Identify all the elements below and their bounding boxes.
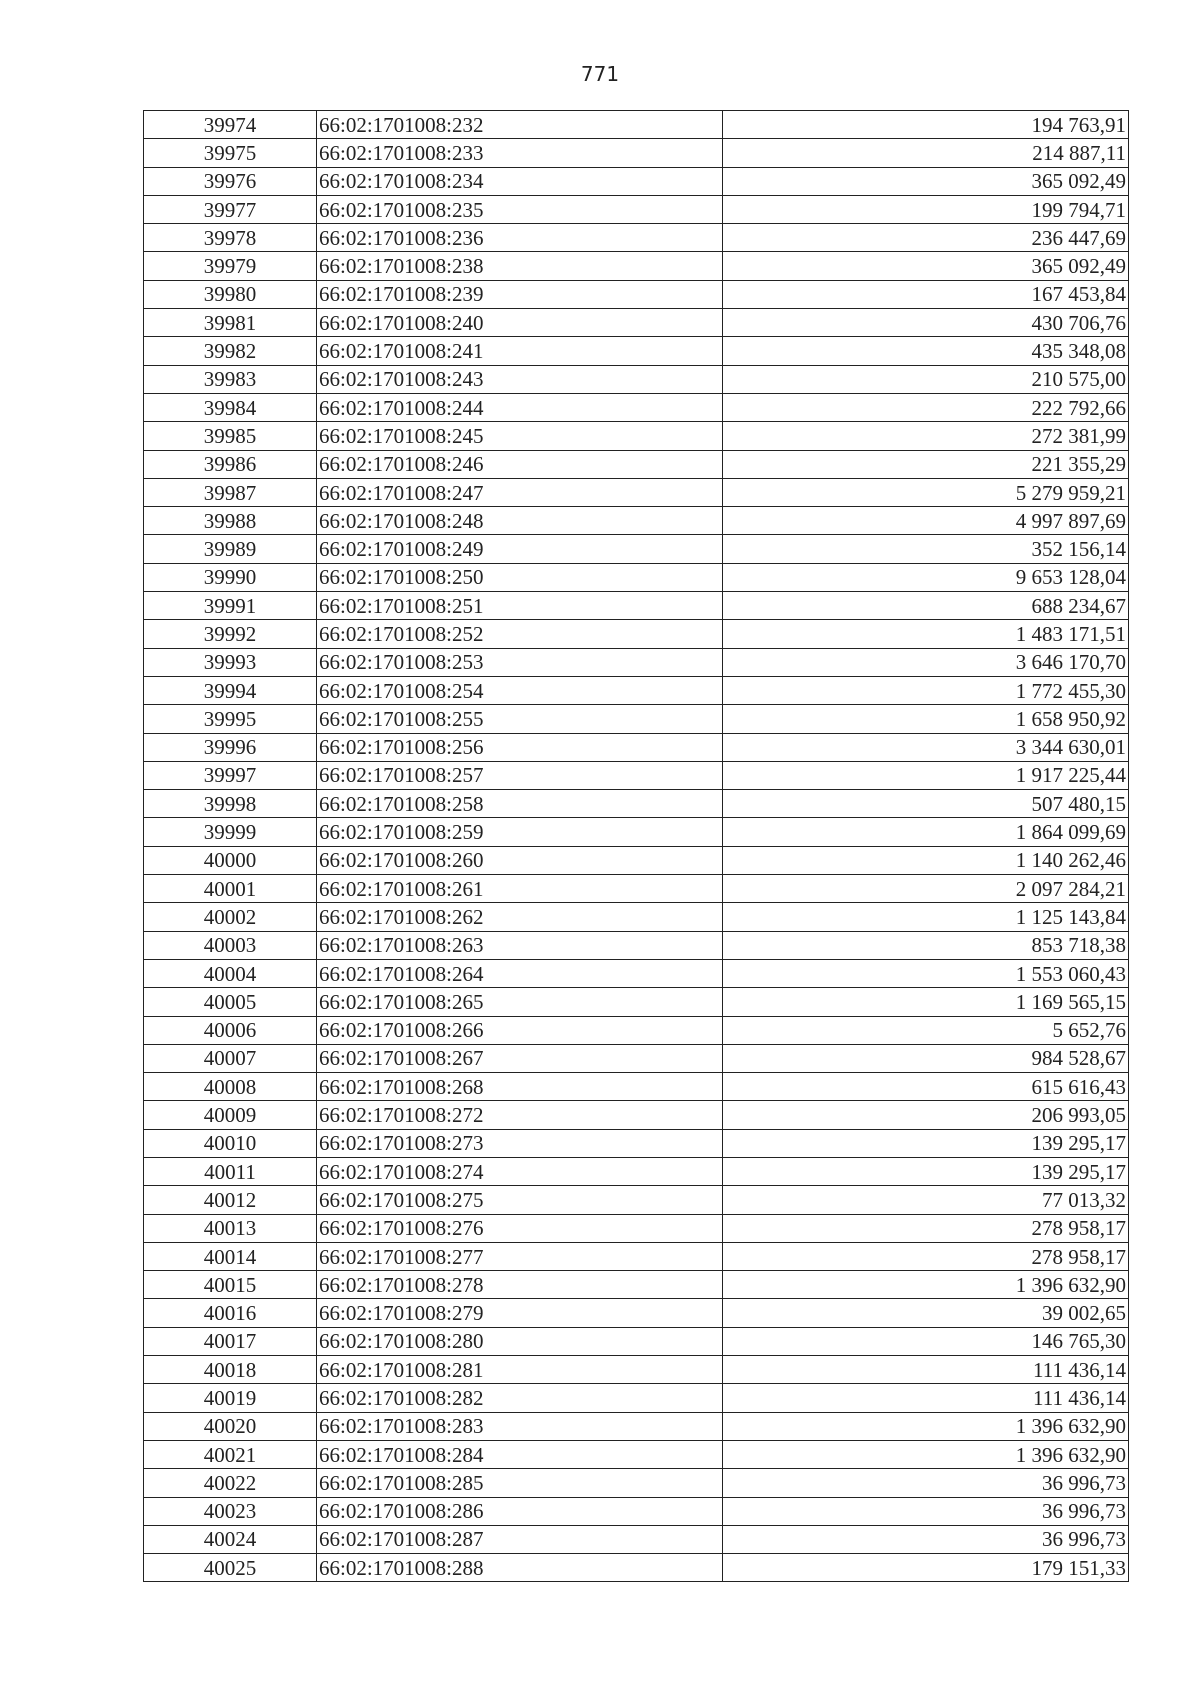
row-number-cell: 40000 — [144, 846, 317, 874]
cadastral-number-cell: 66:02:1701008:281 — [317, 1356, 723, 1384]
cadastral-number-cell: 66:02:1701008:244 — [317, 393, 723, 421]
table-row — [144, 1157, 1129, 1185]
row-number-cell: 39977 — [144, 195, 317, 223]
cadastral-number-cell: 66:02:1701008:275 — [317, 1186, 723, 1214]
value-cell: 853 718,38 — [723, 931, 1129, 959]
table-row — [144, 563, 1129, 591]
value-cell: 194 763,91 — [723, 111, 1129, 139]
row-number-cell: 39981 — [144, 309, 317, 337]
row-number-cell: 39992 — [144, 620, 317, 648]
value-cell: 2 097 284,21 — [723, 875, 1129, 903]
row-number-cell: 40018 — [144, 1356, 317, 1384]
value-cell: 278 958,17 — [723, 1214, 1129, 1242]
cadastral-number-cell: 66:02:1701008:263 — [317, 931, 723, 959]
row-number-cell: 39974 — [144, 111, 317, 139]
value-cell: 352 156,14 — [723, 535, 1129, 563]
table-row — [144, 422, 1129, 450]
value-cell: 3 646 170,70 — [723, 648, 1129, 676]
table-row — [144, 620, 1129, 648]
row-number-cell: 39978 — [144, 224, 317, 252]
cadastral-number-cell: 66:02:1701008:261 — [317, 875, 723, 903]
cadastral-number-cell: 66:02:1701008:247 — [317, 478, 723, 506]
value-cell: 1 125 143,84 — [723, 903, 1129, 931]
cadastral-number-cell: 66:02:1701008:239 — [317, 280, 723, 308]
cadastral-number-cell: 66:02:1701008:278 — [317, 1271, 723, 1299]
row-number-cell: 39975 — [144, 139, 317, 167]
cadastral-number-cell: 66:02:1701008:234 — [317, 167, 723, 195]
row-number-cell: 40004 — [144, 959, 317, 987]
value-cell: 236 447,69 — [723, 224, 1129, 252]
cadastral-number-cell: 66:02:1701008:248 — [317, 507, 723, 535]
cadastral-number-cell: 66:02:1701008:256 — [317, 733, 723, 761]
cadastral-number-cell: 66:02:1701008:252 — [317, 620, 723, 648]
row-number-cell: 39985 — [144, 422, 317, 450]
value-cell: 5 279 959,21 — [723, 478, 1129, 506]
row-number-cell: 40006 — [144, 1016, 317, 1044]
row-number-cell: 39998 — [144, 790, 317, 818]
value-cell: 435 348,08 — [723, 337, 1129, 365]
value-cell: 139 295,17 — [723, 1129, 1129, 1157]
value-cell: 3 344 630,01 — [723, 733, 1129, 761]
row-number-cell: 39982 — [144, 337, 317, 365]
table-row — [144, 1356, 1129, 1384]
table-row — [144, 648, 1129, 676]
row-number-cell: 39994 — [144, 676, 317, 704]
cadastral-number-cell: 66:02:1701008:249 — [317, 535, 723, 563]
table-row — [144, 761, 1129, 789]
cadastral-number-cell: 66:02:1701008:253 — [317, 648, 723, 676]
row-number-cell: 40022 — [144, 1469, 317, 1497]
table-row — [144, 365, 1129, 393]
value-cell: 1 772 455,30 — [723, 676, 1129, 704]
row-number-cell: 40008 — [144, 1073, 317, 1101]
value-cell: 507 480,15 — [723, 790, 1129, 818]
cadastral-number-cell: 66:02:1701008:283 — [317, 1412, 723, 1440]
table-row — [144, 959, 1129, 987]
row-number-cell: 40011 — [144, 1157, 317, 1185]
table-row — [144, 592, 1129, 620]
row-number-cell: 40009 — [144, 1101, 317, 1129]
value-cell: 984 528,67 — [723, 1044, 1129, 1072]
row-number-cell: 39996 — [144, 733, 317, 761]
table-row — [144, 1497, 1129, 1525]
table-row — [144, 195, 1129, 223]
row-number-cell: 39983 — [144, 365, 317, 393]
table-row — [144, 705, 1129, 733]
cadastral-number-cell: 66:02:1701008:250 — [317, 563, 723, 591]
row-number-cell: 40001 — [144, 875, 317, 903]
table-row — [144, 309, 1129, 337]
table-row — [144, 931, 1129, 959]
value-cell: 36 996,73 — [723, 1525, 1129, 1553]
value-cell: 210 575,00 — [723, 365, 1129, 393]
cadastral-number-cell: 66:02:1701008:257 — [317, 761, 723, 789]
row-number-cell: 40020 — [144, 1412, 317, 1440]
table-row — [144, 676, 1129, 704]
row-number-cell: 39984 — [144, 393, 317, 421]
table-row — [144, 1271, 1129, 1299]
value-cell: 1 917 225,44 — [723, 761, 1129, 789]
cadastral-number-cell: 66:02:1701008:235 — [317, 195, 723, 223]
table-row — [144, 1016, 1129, 1044]
row-number-cell: 40021 — [144, 1440, 317, 1468]
value-cell: 1 396 632,90 — [723, 1440, 1129, 1468]
table-row — [144, 535, 1129, 563]
cadastral-number-cell: 66:02:1701008:233 — [317, 139, 723, 167]
cadastral-number-cell: 66:02:1701008:238 — [317, 252, 723, 280]
cadastral-number-cell: 66:02:1701008:259 — [317, 818, 723, 846]
table-row — [144, 1384, 1129, 1412]
table-row — [144, 1101, 1129, 1129]
row-number-cell: 40003 — [144, 931, 317, 959]
value-cell: 272 381,99 — [723, 422, 1129, 450]
value-cell: 278 958,17 — [723, 1242, 1129, 1270]
row-number-cell: 39991 — [144, 592, 317, 620]
table-row — [144, 478, 1129, 506]
cadastral-number-cell: 66:02:1701008:266 — [317, 1016, 723, 1044]
cadastral-number-cell: 66:02:1701008:258 — [317, 790, 723, 818]
table-row — [144, 818, 1129, 846]
value-cell: 36 996,73 — [723, 1469, 1129, 1497]
row-number-cell: 40025 — [144, 1554, 317, 1582]
registry-table — [143, 110, 1129, 1582]
value-cell: 430 706,76 — [723, 309, 1129, 337]
table-row — [144, 167, 1129, 195]
cadastral-number-cell: 66:02:1701008:267 — [317, 1044, 723, 1072]
table-row — [144, 875, 1129, 903]
row-number-cell: 39979 — [144, 252, 317, 280]
cadastral-number-cell: 66:02:1701008:246 — [317, 450, 723, 478]
cadastral-number-cell: 66:02:1701008:264 — [317, 959, 723, 987]
table-row — [144, 1440, 1129, 1468]
row-number-cell: 39993 — [144, 648, 317, 676]
cadastral-number-cell: 66:02:1701008:254 — [317, 676, 723, 704]
row-number-cell: 40019 — [144, 1384, 317, 1412]
value-cell: 5 652,76 — [723, 1016, 1129, 1044]
table-row — [144, 1129, 1129, 1157]
table-row — [144, 252, 1129, 280]
cadastral-number-cell: 66:02:1701008:288 — [317, 1554, 723, 1582]
cadastral-number-cell: 66:02:1701008:286 — [317, 1497, 723, 1525]
row-number-cell: 39989 — [144, 535, 317, 563]
cadastral-number-cell: 66:02:1701008:262 — [317, 903, 723, 931]
value-cell: 1 553 060,43 — [723, 959, 1129, 987]
cadastral-number-cell: 66:02:1701008:268 — [317, 1073, 723, 1101]
value-cell: 222 792,66 — [723, 393, 1129, 421]
value-cell: 365 092,49 — [723, 167, 1129, 195]
value-cell: 77 013,32 — [723, 1186, 1129, 1214]
row-number-cell: 39986 — [144, 450, 317, 478]
row-number-cell: 39987 — [144, 478, 317, 506]
cadastral-number-cell: 66:02:1701008:284 — [317, 1440, 723, 1468]
table-row — [144, 111, 1129, 139]
cadastral-number-cell: 66:02:1701008:240 — [317, 309, 723, 337]
table-row — [144, 1525, 1129, 1553]
page-number: 771 — [580, 62, 620, 86]
cadastral-number-cell: 66:02:1701008:274 — [317, 1157, 723, 1185]
row-number-cell: 40023 — [144, 1497, 317, 1525]
cadastral-number-cell: 66:02:1701008:265 — [317, 988, 723, 1016]
cadastral-number-cell: 66:02:1701008:255 — [317, 705, 723, 733]
table-row — [144, 337, 1129, 365]
table-row — [144, 988, 1129, 1016]
registry-table-body — [144, 111, 1129, 1582]
table-row — [144, 224, 1129, 252]
value-cell: 214 887,11 — [723, 139, 1129, 167]
table-row — [144, 1327, 1129, 1355]
value-cell: 199 794,71 — [723, 195, 1129, 223]
value-cell: 615 616,43 — [723, 1073, 1129, 1101]
table-row — [144, 1299, 1129, 1327]
cadastral-number-cell: 66:02:1701008:277 — [317, 1242, 723, 1270]
value-cell: 9 653 128,04 — [723, 563, 1129, 591]
value-cell: 39 002,65 — [723, 1299, 1129, 1327]
cadastral-number-cell: 66:02:1701008:279 — [317, 1299, 723, 1327]
table-row — [144, 1554, 1129, 1582]
row-number-cell: 40024 — [144, 1525, 317, 1553]
value-cell: 1 169 565,15 — [723, 988, 1129, 1016]
row-number-cell: 40016 — [144, 1299, 317, 1327]
value-cell: 146 765,30 — [723, 1327, 1129, 1355]
table-row — [144, 1186, 1129, 1214]
cadastral-number-cell: 66:02:1701008:260 — [317, 846, 723, 874]
cadastral-number-cell: 66:02:1701008:241 — [317, 337, 723, 365]
value-cell: 1 140 262,46 — [723, 846, 1129, 874]
cadastral-number-cell: 66:02:1701008:232 — [317, 111, 723, 139]
cadastral-number-cell: 66:02:1701008:243 — [317, 365, 723, 393]
table-row — [144, 393, 1129, 421]
table-row — [144, 846, 1129, 874]
row-number-cell: 39995 — [144, 705, 317, 733]
table-row — [144, 280, 1129, 308]
row-number-cell: 39980 — [144, 280, 317, 308]
value-cell: 167 453,84 — [723, 280, 1129, 308]
value-cell: 365 092,49 — [723, 252, 1129, 280]
row-number-cell: 40014 — [144, 1242, 317, 1270]
value-cell: 1 396 632,90 — [723, 1412, 1129, 1440]
cadastral-number-cell: 66:02:1701008:285 — [317, 1469, 723, 1497]
row-number-cell: 40007 — [144, 1044, 317, 1072]
cadastral-number-cell: 66:02:1701008:236 — [317, 224, 723, 252]
cadastral-number-cell: 66:02:1701008:272 — [317, 1101, 723, 1129]
table-row — [144, 139, 1129, 167]
row-number-cell: 39997 — [144, 761, 317, 789]
table-row — [144, 1412, 1129, 1440]
table-row — [144, 450, 1129, 478]
value-cell: 139 295,17 — [723, 1157, 1129, 1185]
value-cell: 4 997 897,69 — [723, 507, 1129, 535]
cadastral-number-cell: 66:02:1701008:245 — [317, 422, 723, 450]
row-number-cell: 40013 — [144, 1214, 317, 1242]
cadastral-number-cell: 66:02:1701008:282 — [317, 1384, 723, 1412]
cadastral-number-cell: 66:02:1701008:273 — [317, 1129, 723, 1157]
row-number-cell: 39990 — [144, 563, 317, 591]
table-row — [144, 733, 1129, 761]
value-cell: 36 996,73 — [723, 1497, 1129, 1525]
row-number-cell: 40010 — [144, 1129, 317, 1157]
table-row — [144, 1073, 1129, 1101]
cadastral-number-cell: 66:02:1701008:280 — [317, 1327, 723, 1355]
row-number-cell: 39999 — [144, 818, 317, 846]
value-cell: 1 864 099,69 — [723, 818, 1129, 846]
table-row — [144, 903, 1129, 931]
table-row — [144, 790, 1129, 818]
table-row — [144, 1044, 1129, 1072]
table-row — [144, 1242, 1129, 1270]
table-row — [144, 507, 1129, 535]
table-row — [144, 1469, 1129, 1497]
value-cell: 221 355,29 — [723, 450, 1129, 478]
value-cell: 1 658 950,92 — [723, 705, 1129, 733]
value-cell: 1 396 632,90 — [723, 1271, 1129, 1299]
row-number-cell: 39976 — [144, 167, 317, 195]
value-cell: 688 234,67 — [723, 592, 1129, 620]
row-number-cell: 40005 — [144, 988, 317, 1016]
value-cell: 111 436,14 — [723, 1356, 1129, 1384]
row-number-cell: 40015 — [144, 1271, 317, 1299]
value-cell: 206 993,05 — [723, 1101, 1129, 1129]
value-cell: 111 436,14 — [723, 1384, 1129, 1412]
cadastral-number-cell: 66:02:1701008:287 — [317, 1525, 723, 1553]
row-number-cell: 39988 — [144, 507, 317, 535]
cadastral-number-cell: 66:02:1701008:276 — [317, 1214, 723, 1242]
row-number-cell: 40017 — [144, 1327, 317, 1355]
cadastral-number-cell: 66:02:1701008:251 — [317, 592, 723, 620]
table-row — [144, 1214, 1129, 1242]
row-number-cell: 40002 — [144, 903, 317, 931]
value-cell: 179 151,33 — [723, 1554, 1129, 1582]
row-number-cell: 40012 — [144, 1186, 317, 1214]
value-cell: 1 483 171,51 — [723, 620, 1129, 648]
